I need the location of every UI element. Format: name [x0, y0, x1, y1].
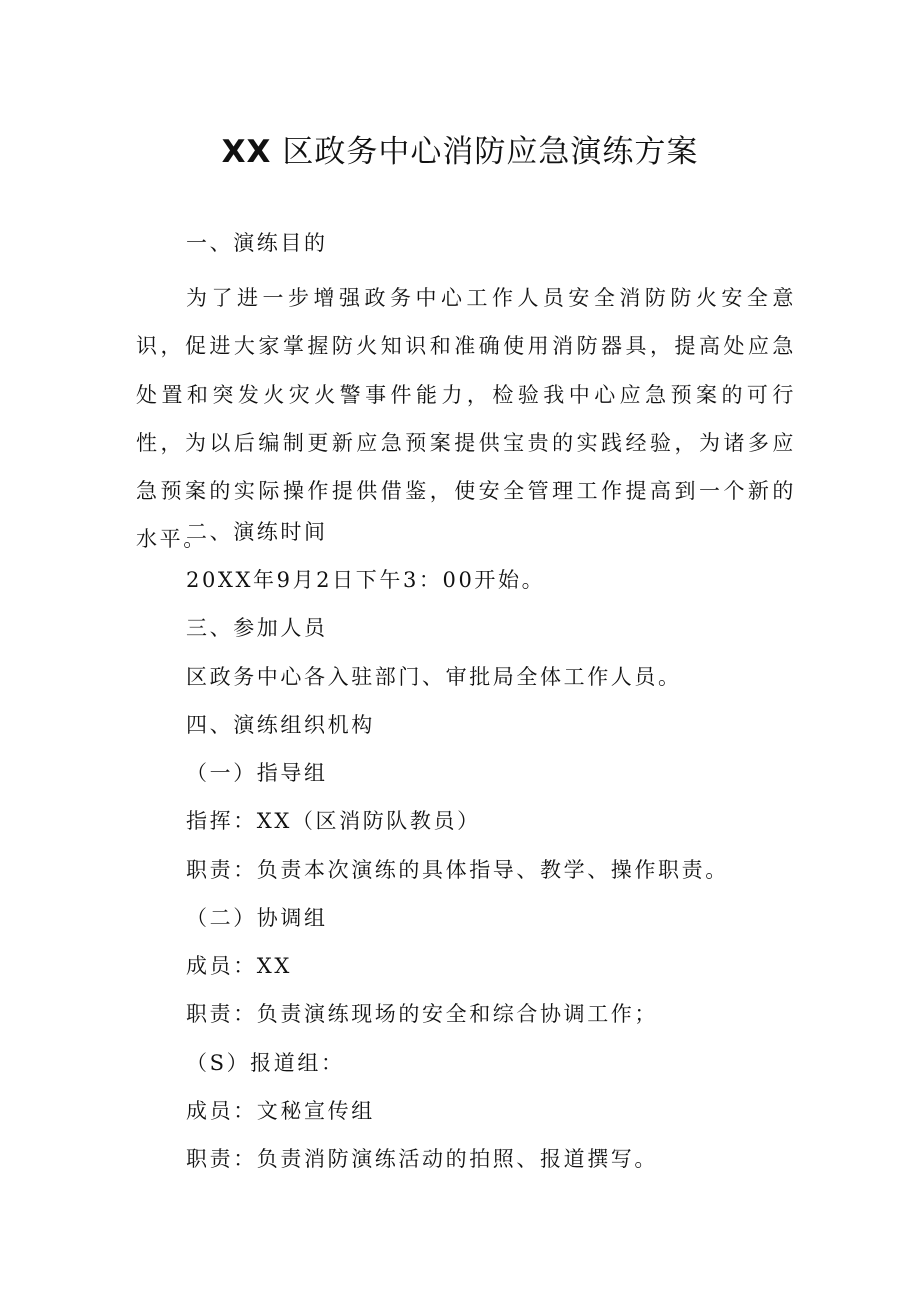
guidance-duty: 职责：负责本次演练的具体指导、教学、操作职责。 [186, 858, 729, 882]
section-heading-purpose: 一、演练目的 [186, 231, 328, 255]
purpose-paragraph: 为了进一步增强政务中心工作人员安全消防防火安全意识，促进大家掌握防火知识和准确使用消防器具，提高处应急处置和突发火灾火警事件能力，检验我中心应急预案的可行性，为以后编制更新应急预案提供宝贵的实践经验，为诸多应急预案的实际操作提供借鉴，使安全管理工作提高到一个新的水平。 [136, 286, 796, 552]
subheading-report-group: （S）报道组： [186, 1051, 345, 1075]
section-heading-organization: 四、演练组织机构 [186, 713, 375, 737]
participants-text: 区政务中心各入驻部门、审批局全体工作人员。 [186, 665, 682, 689]
subheading-guidance-group: （一）指导组 [186, 761, 328, 785]
title-text: 区政务中心消防应急演练方案 [282, 134, 699, 170]
document-title [0, 128, 920, 176]
report-duty: 职责：负责消防演练活动的拍照、报道撰写。 [186, 1147, 658, 1171]
coordination-members: 成员：XX [186, 954, 292, 978]
section-heading-participants: 三、参加人员 [186, 616, 328, 640]
time-text: 20XX年9月2日下午3：00开始。 [186, 568, 546, 592]
subheading-coordination-group: （二）协调组 [186, 906, 328, 930]
section-heading-time: 二、演练时间 [186, 520, 328, 544]
report-members: 成员：文秘宣传组 [186, 1099, 375, 1123]
guidance-commander: 指挥：XX（区消防队教员） [186, 809, 481, 833]
title-prefix: XX [221, 134, 272, 170]
coordination-duty: 职责：负责演练现场的安全和综合协调工作； [186, 1002, 658, 1026]
